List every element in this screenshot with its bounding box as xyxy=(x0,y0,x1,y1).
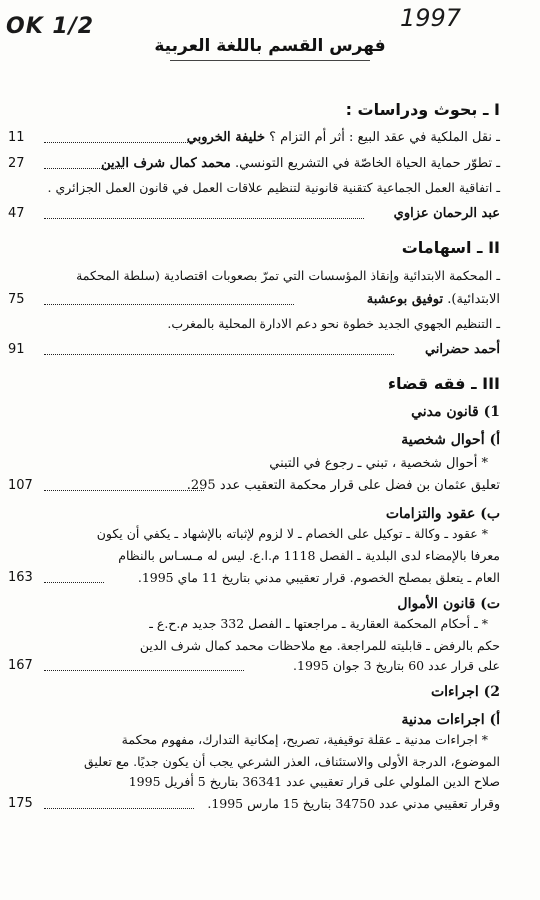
body-line: على قرار عدد 60 بتاريخ 3 جوان 1995. xyxy=(293,658,500,673)
toc-entry-c xyxy=(8,658,500,678)
page-number: 91 xyxy=(8,342,25,357)
page-number: 175 xyxy=(8,796,33,811)
page-number: 167 xyxy=(8,658,33,673)
entry-author: خليفة الخروبي xyxy=(186,130,265,145)
subhead-contracts: ب) عقود والتزامات xyxy=(385,506,500,522)
leader-dots xyxy=(44,490,204,491)
page-number: 27 xyxy=(8,156,25,171)
subhead-civil-procedures: أ) اجراءات مدنية xyxy=(401,712,500,728)
page-number: 107 xyxy=(8,478,33,493)
leader-dots xyxy=(44,304,294,305)
leader-dots xyxy=(44,808,194,809)
entry-4-title: ـ المحكمة الابتدائية وإنقاذ المؤسسات التي تمرّ بصعوبات اقتصادية (سلطة المحكمة xyxy=(76,268,500,283)
entry-title: ـ تطوّر حماية الحياة الخاصّة في التشريع التونسي. xyxy=(235,156,500,171)
toc-entry-4 xyxy=(8,292,500,312)
body-line: حكم بالرفض ـ قابليته للمراجعة. مع ملاحظات محمد كمال شرف الدين xyxy=(139,638,500,653)
section-heading-2: II ـ اسهامات xyxy=(401,238,500,257)
leader-dots xyxy=(44,218,364,219)
entry-5-title: ـ التنظيم الجهوي الجديد خطوة نحو دعم الادارة المحلية بالمغرب. xyxy=(167,316,500,331)
entry-author: أحمد حضراني xyxy=(424,342,500,357)
leader-dots xyxy=(44,354,394,355)
keyword-line: * اجراءات مدنية ـ عقلة توقيفية، تصريح، إمكانية التدارك، مفهوم محكمة xyxy=(121,732,488,747)
entry-author: محمد كمال شرف الدين xyxy=(101,156,231,171)
leader-dots xyxy=(44,670,244,671)
handwritten-note: OK 1/2 xyxy=(6,14,95,39)
handwritten-year: 1997 xyxy=(400,4,462,32)
page-number: 47 xyxy=(8,206,25,221)
toc-entry-1 xyxy=(8,130,500,150)
entry-author: توفيق بوعشبة xyxy=(366,292,444,307)
entry-title: ـ نقل الملكية في عقد البيع : أثر أم التزام ؟ xyxy=(269,130,500,145)
comment-line: تعليق عثمان بن فضل على قرار محكمة التعقيب عدد 295. xyxy=(186,478,500,493)
entry-3-title: ـ اتفاقية العمل الجماعية كتقنية قانونية لتنظيم علاقات العمل في قانون العمل الجزائري . xyxy=(47,180,500,195)
toc-entry-d xyxy=(8,796,500,816)
entry-title: الابتدائية). xyxy=(447,292,500,307)
keyword-line: * أحوال شخصية ، تبني ـ رجوع في التبني xyxy=(269,456,488,471)
keyword-line: * ـ أحكام المحكمة العقارية ـ مراجعتها ـ الفصل 332 جديد م.ح.ع ـ xyxy=(149,616,488,631)
page-title: فهرس القسم باللغة العربية xyxy=(154,36,386,56)
leader-dots xyxy=(44,142,194,143)
toc-entry-2 xyxy=(8,156,500,176)
subsection-civil: 1) قانون مدني xyxy=(411,404,500,420)
leader-dots xyxy=(44,168,124,169)
body-line: صلاح الدين الملولي على قرار تعقيبي عدد 36341 بتاريخ 5 أفريل 1995 xyxy=(128,774,500,789)
body-line: معرفا بالإمضاء لدى البلدية ـ الفصل 1118 م.ا.ع. ليس له مـسـاس بالنظام xyxy=(118,548,500,563)
subsection-procedures: 2) اجراءات xyxy=(430,684,500,700)
body-line: وقرار تعقيبي مدني عدد 34750 بتاريخ 15 مارس 1995. xyxy=(207,796,500,811)
leader-dots xyxy=(44,582,104,583)
body-line: العام ـ يتعلق بمصلح الخصوم. قرار تعقيبي مدني بتاريخ 11 ماي 1995. xyxy=(137,570,500,585)
page-number: 163 xyxy=(8,570,33,585)
page-number: 11 xyxy=(8,130,25,145)
toc-entry-3 xyxy=(8,206,500,226)
toc-entry-5 xyxy=(8,342,500,362)
page-number: 75 xyxy=(8,292,25,307)
section-heading-3: III ـ فقه قضاء xyxy=(387,374,500,393)
subhead-property-law: ت) قانون الأموال xyxy=(397,596,500,612)
subhead-personal-status: أ) أحوال شخصية xyxy=(401,432,500,448)
body-line: الموضوع، الدرجة الأولى والاستئناف، العذر الشرعي يجب أن يكون جديًا. مع تعليق xyxy=(84,754,500,769)
toc-entry-a xyxy=(8,478,500,498)
section-heading-1: I ـ بحوث ودراسات : xyxy=(345,100,500,119)
title-underline xyxy=(170,60,370,61)
entry-author: عبد الرحمان عزاوي xyxy=(393,206,500,221)
toc-entry-b xyxy=(8,570,500,590)
keyword-line: * عقود ـ وكالة ـ توكيل على الخصام ـ لا لزوم لإثباته بالإشهاد ـ يكفي أن يكون xyxy=(96,526,488,541)
